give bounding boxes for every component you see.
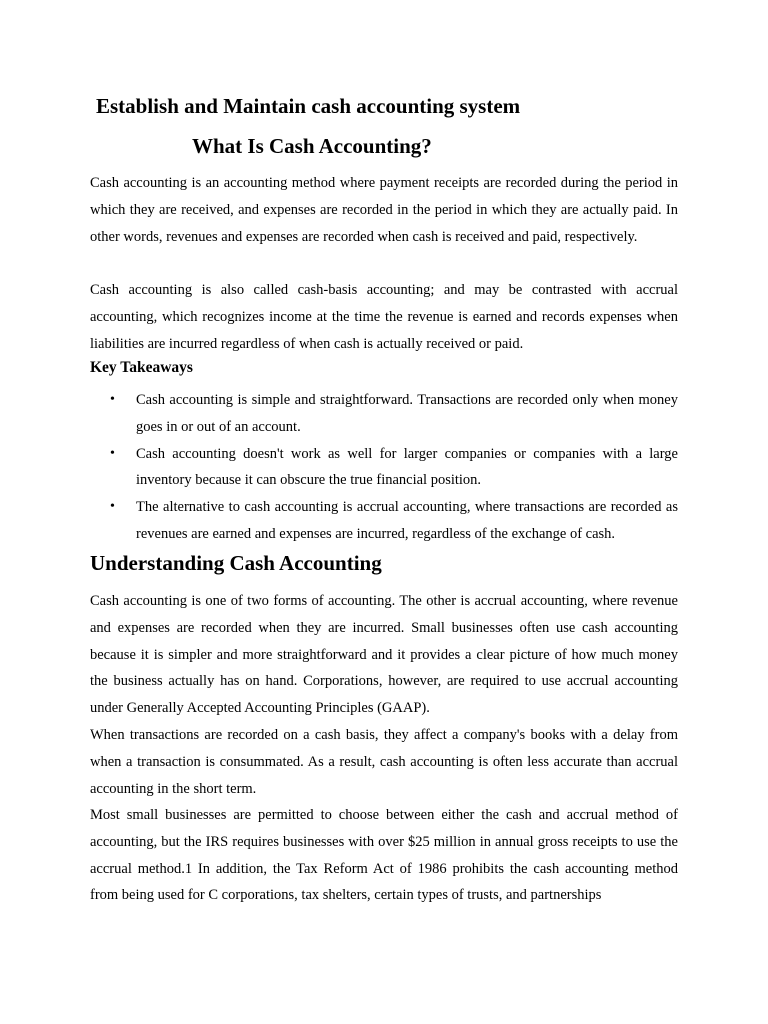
document-title: Establish and Maintain cash accounting system — [96, 94, 521, 118]
section-title-what-is: What Is Cash Accounting? — [192, 134, 432, 158]
takeaway-text: The alternative to cash accounting is accrual accounting, where transactions are recorded as revenues are earned and expenses are incurred, regardless of the exchange of cash. — [136, 499, 678, 542]
takeaway-item — [90, 494, 678, 548]
section-paragraph-2: When transactions are recorded on a cash basis, they affect a company's books with a delay from when a transaction is consummated. As a result, cash accounting is often less accurate than accrual accounting in the short term. — [90, 727, 678, 797]
takeaway-text: Cash accounting is simple and straightforward. Transactions are recorded only when money goes in or out of an account. — [136, 392, 678, 435]
section-paragraph-1: Cash accounting is one of two forms of accounting. The other is accrual accounting, where revenue and expenses are recorded when they are incurred. Small businesses often use cash accounting because it is simpler and more straightforward and it provides a clear picture of how much money the business actually has on hand. Corporations, however, are required to use accrual accounting under Generally Accepted Accounting Principles (GAAP). — [90, 593, 678, 717]
intro-paragraph-2: Cash accounting is also called cash-basis accounting; and may be contrasted with accrual accounting, which recognizes income at the time the revenue is earned and records expenses when liabilities are incurred regardless of when cash is actually received or paid. — [90, 282, 678, 352]
bullet-icon: • — [110, 445, 115, 461]
bullet-icon: • — [110, 499, 115, 515]
takeaway-item — [90, 441, 678, 495]
key-takeaways-list — [90, 387, 678, 548]
section-paragraph-3: Most small businesses are permitted to choose between either the cash and accrual method of accounting, but the IRS requires businesses with over $25 million in annual gross receipts to use the accrual method.1 In addition, the Tax Reform Act of 1986 prohibits the cash accounting method from being used for C corporations, tax shelters, certain types of trusts, and partnerships — [90, 807, 678, 904]
takeaway-item — [90, 387, 678, 441]
intro-paragraph-1: Cash accounting is an accounting method where payment receipts are recorded during the period in which they are received, and expenses are recorded in the period in which they are actually paid. In other words, revenues and expenses are recorded when cash is received and paid, respectively. — [90, 175, 678, 245]
bullet-icon: • — [110, 392, 115, 407]
section-heading-understanding: Understanding Cash Accounting — [90, 551, 382, 575]
takeaway-text: Cash accounting doesn't work as well for larger companies or companies with a large inventory because it can obscure the true financial position. — [136, 445, 678, 489]
key-takeaways-heading: Key Takeaways — [90, 359, 193, 376]
